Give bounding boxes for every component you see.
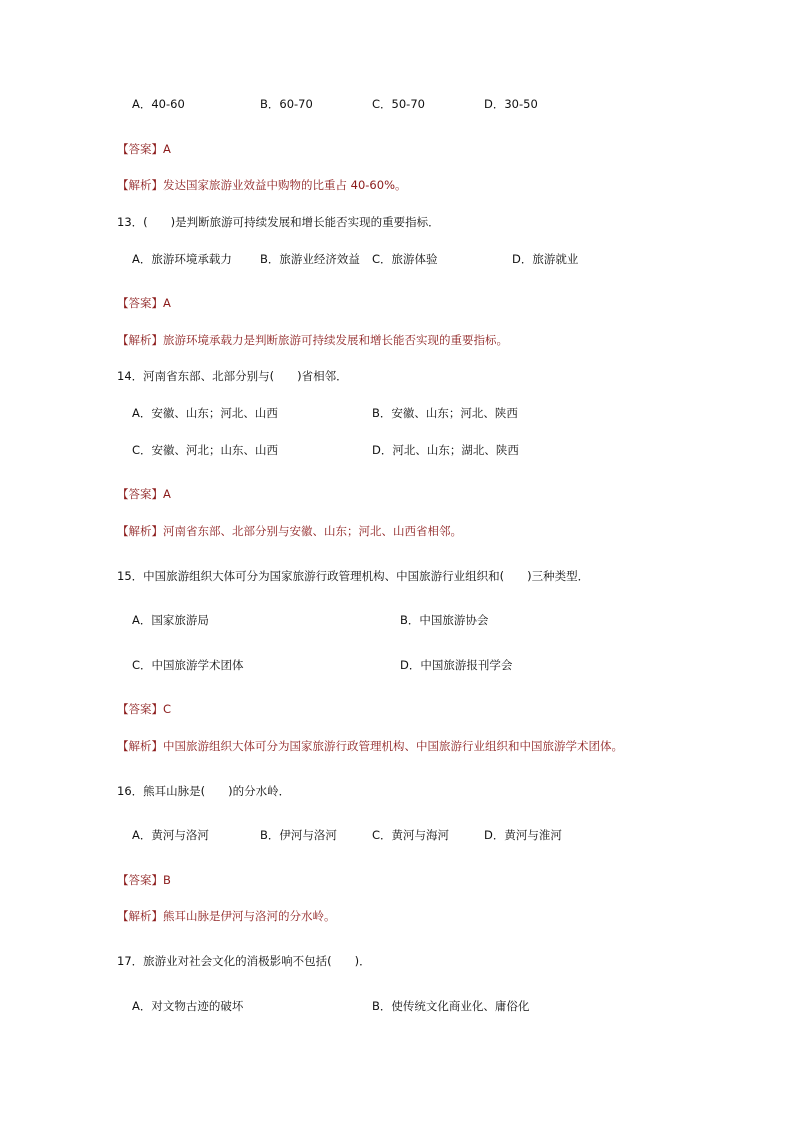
option-c: C．安徽、河北；山东、山西 xyxy=(132,443,279,457)
option-a: A．旅游环境承载力 xyxy=(132,252,232,266)
option-a: A．40-60 xyxy=(132,97,185,111)
option-b: B．使传统文化商业化、庸俗化 xyxy=(372,999,530,1013)
option-b: B．60-70 xyxy=(260,97,313,111)
analysis-16: 【解析】熊耳山脉是伊河与洛河的分水岭。 xyxy=(117,909,336,923)
option-b: B．中国旅游协会 xyxy=(400,613,489,627)
answer-12: 【答案】A xyxy=(117,142,171,156)
option-c: C．旅游体验 xyxy=(372,252,438,266)
option-b: B．旅游业经济效益 xyxy=(260,252,360,266)
option-d: D．30-50 xyxy=(484,97,538,111)
question-16-stem: 16．熊耳山脉是( )的分水岭． xyxy=(117,784,291,798)
option-b: B．安徽、山东；河北、陕西 xyxy=(372,406,518,420)
option-a: A．黄河与洛河 xyxy=(132,828,209,842)
analysis-13: 【解析】旅游环境承载力是判断旅游可持续发展和增长能否实现的重要指标。 xyxy=(117,333,508,347)
analysis-12: 【解析】发达国家旅游业效益中购物的比重占 40-60%。 xyxy=(117,178,407,192)
option-d: D．旅游就业 xyxy=(512,252,579,266)
option-d: D．中国旅游报刊学会 xyxy=(400,658,513,672)
answer-16: 【答案】B xyxy=(117,873,171,887)
option-c: C．黄河与海河 xyxy=(372,828,450,842)
question-14-stem: 14．河南省东部、北部分别与( )省相邻． xyxy=(117,369,348,383)
answer-13: 【答案】A xyxy=(117,296,171,310)
option-a: A．国家旅游局 xyxy=(132,613,209,627)
answer-14: 【答案】A xyxy=(117,487,171,501)
analysis-14: 【解析】河南省东部、北部分别与安徽、山东；河北、山西省相邻。 xyxy=(117,524,462,538)
option-c: C．中国旅游学术团体 xyxy=(132,658,244,672)
question-13-stem: 13．( )是判断旅游可持续发展和增长能否实现的重要指标． xyxy=(117,215,440,229)
option-a: A．对文物古迹的破坏 xyxy=(132,999,244,1013)
option-d: D．河北、山东；湖北、陕西 xyxy=(372,443,519,457)
option-a: A．安徽、山东；河北、山西 xyxy=(132,406,278,420)
option-b: B．伊河与洛河 xyxy=(260,828,337,842)
question-15-stem: 15．中国旅游组织大体可分为国家旅游行政管理机构、中国旅游行业组织和( )三种类型． xyxy=(117,569,590,583)
option-c: C．50-70 xyxy=(372,97,425,111)
option-d: D．黄河与淮河 xyxy=(484,828,562,842)
question-17-stem: 17．旅游业对社会文化的消极影响不包括( )． xyxy=(117,954,371,968)
answer-15: 【答案】C xyxy=(117,702,172,716)
analysis-15: 【解析】中国旅游组织大体可分为国家旅游行政管理机构、中国旅游行业组织和中国旅游学术团体。 xyxy=(117,739,623,753)
